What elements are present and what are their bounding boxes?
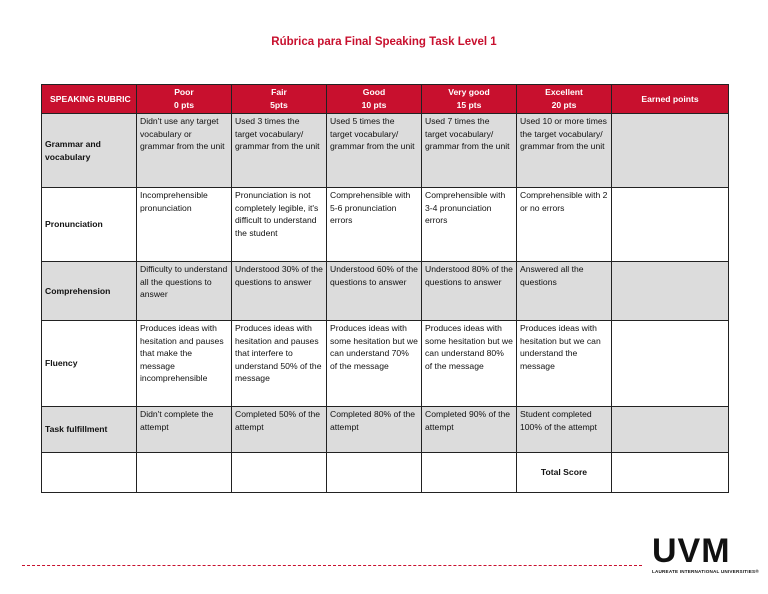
total-score-value-cell[interactable]	[612, 453, 729, 493]
table-row	[42, 188, 729, 262]
table-row	[42, 114, 729, 188]
table-cell: Student completed 100% of the attempt	[517, 407, 612, 453]
header-level-poor: Poor 0 pts	[137, 85, 232, 114]
total-row	[42, 453, 729, 493]
table-cell: Completed 80% of the attempt	[327, 407, 422, 453]
earned-points-cell[interactable]	[612, 262, 729, 321]
earned-points-cell[interactable]	[612, 407, 729, 453]
table-cell	[137, 453, 232, 493]
table-cell: Comprehensible with 5-6 pronunciation errors	[327, 188, 422, 262]
table-cell: Produces ideas with hesitation but we can understand the message	[517, 321, 612, 407]
criterion-task-fulfillment: Task fulfillment	[42, 407, 137, 453]
table-cell: Produces ideas with some hesitation but we can understand 80% of the message	[422, 321, 517, 407]
criterion-pronunciation: Pronunciation	[42, 188, 137, 262]
header-level-good: Good 10 pts	[327, 85, 422, 114]
table-row	[42, 262, 729, 321]
logo-wordmark: UVM	[652, 532, 731, 570]
table-row	[42, 407, 729, 453]
table-cell: Produces ideas with hesitation and pauses that make the message incomprehensible	[137, 321, 232, 407]
table-cell: Incomprehensible pronunciation	[137, 188, 232, 262]
table-cell	[327, 453, 422, 493]
table-cell: Completed 90% of the attempt	[422, 407, 517, 453]
logo-tagline: LAUREATE INTERNATIONAL UNIVERSITIES®	[652, 569, 759, 574]
table-cell: Didn't use any target vocabulary or grammar from the unit	[137, 114, 232, 188]
table-cell: Understood 80% of the questions to answer	[422, 262, 517, 321]
table-cell: Used 3 times the target vocabulary/ grammar from the unit	[232, 114, 327, 188]
table-cell: Didn't complete the attempt	[137, 407, 232, 453]
uvm-logo	[652, 534, 762, 574]
criterion-comprehension: Comprehension	[42, 262, 137, 321]
header-level-fair: Fair 5pts	[232, 85, 327, 114]
earned-points-cell[interactable]	[612, 321, 729, 407]
table-cell	[232, 453, 327, 493]
table-cell: Difficulty to understand all the questions to answer	[137, 262, 232, 321]
header-row	[42, 85, 729, 114]
table-cell: Produces ideas with hesitation and pauses that interfere to understand 50% of the message	[232, 321, 327, 407]
table-cell: Used 10 or more times the target vocabulary/ grammar from the unit	[517, 114, 612, 188]
table-cell: Comprehensible with 2 or no errors	[517, 188, 612, 262]
header-level-excellent: Excellent 20 pts	[517, 85, 612, 114]
table-cell: Answered all the questions	[517, 262, 612, 321]
table-cell: Used 5 times the target vocabulary/ grammar from the unit	[327, 114, 422, 188]
table-cell: Used 7 times the target vocabulary/ grammar from the unit	[422, 114, 517, 188]
table-cell: Comprehensible with 3-4 pronunciation errors	[422, 188, 517, 262]
header-level-very-good: Very good 15 pts	[422, 85, 517, 114]
criterion-fluency: Fluency	[42, 321, 137, 407]
table-cell: Completed 50% of the attempt	[232, 407, 327, 453]
earned-points-cell[interactable]	[612, 188, 729, 262]
table-cell: Produces ideas with some hesitation but we can understand 70% of the message	[327, 321, 422, 407]
footer-dashed-line	[22, 565, 642, 566]
total-score-label: Total Score	[517, 453, 612, 493]
table-cell: Pronunciation is not completely legible, it's difficult to understand the student	[232, 188, 327, 262]
earned-points-cell[interactable]	[612, 114, 729, 188]
header-earned-points: Earned points	[612, 85, 729, 114]
table-row	[42, 321, 729, 407]
header-speaking-rubric: SPEAKING RUBRIC	[42, 85, 137, 114]
table-cell: Understood 30% of the questions to answer	[232, 262, 327, 321]
table-cell: Understood 60% of the questions to answer	[327, 262, 422, 321]
speaking-rubric-table	[41, 84, 729, 493]
document-title: Rúbrica para Final Speaking Task Level 1	[271, 36, 497, 48]
criterion-grammar: Grammar and vocabulary	[42, 114, 137, 188]
table-cell	[42, 453, 137, 493]
table-cell	[422, 453, 517, 493]
